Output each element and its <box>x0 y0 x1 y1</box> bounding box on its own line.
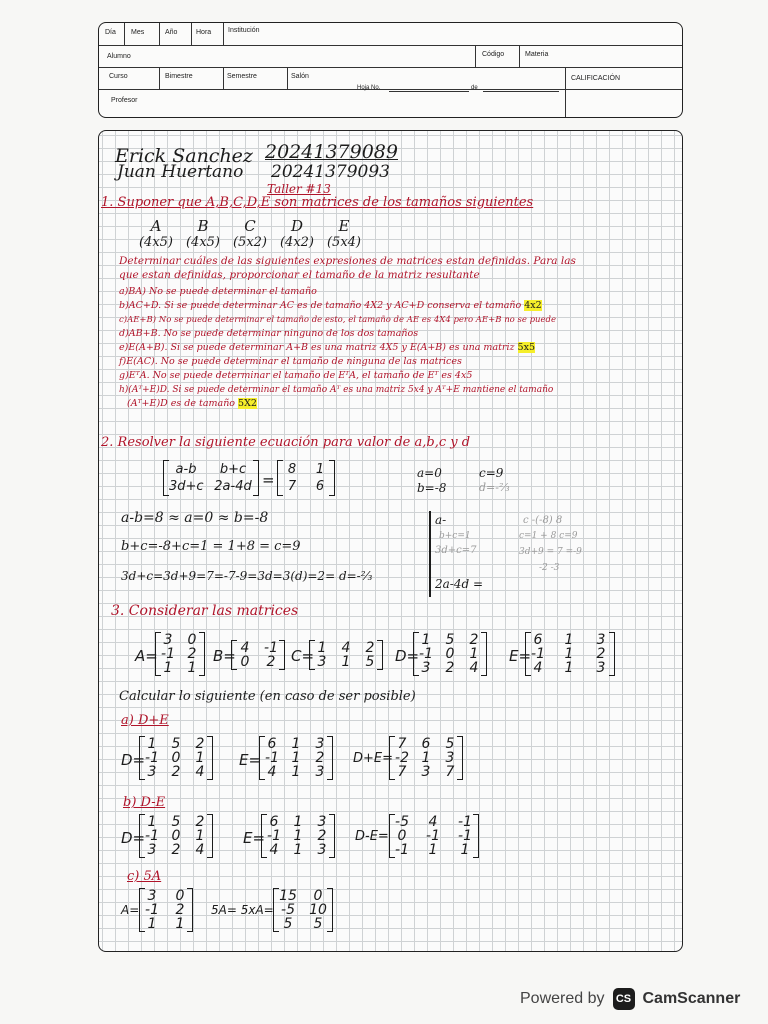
answer-b <box>119 299 679 313</box>
cell: 3 <box>147 764 157 780</box>
cell: -1 <box>458 828 472 844</box>
p3-title: 3. Considerar las matrices <box>111 603 299 619</box>
cell: 2 <box>175 902 185 918</box>
cell: 1 <box>293 814 303 830</box>
answer-text: g)EᵀA. No se puede determinar el tamaño de EᵀA, el tamaño de Eᵀ es 4x5 <box>119 370 473 381</box>
answer-h-cont <box>119 397 679 411</box>
side-faint-4: -2 -3 <box>539 563 560 573</box>
part-b-D-matrix <box>139 815 213 857</box>
p2-rhs-matrix <box>277 461 335 495</box>
student-name-2: Juan Huertano <box>117 162 244 182</box>
cell: 2 <box>469 632 479 648</box>
cell: -1 <box>267 828 281 844</box>
cell: 1 <box>564 660 574 676</box>
cell: 2a-4d <box>214 479 252 494</box>
cell: 2 <box>195 736 205 752</box>
matrix-D <box>413 633 487 675</box>
cell: 1 <box>291 764 301 780</box>
cell: 1 <box>315 462 325 477</box>
cell: -1 <box>145 902 159 918</box>
cell: 5 <box>283 916 293 932</box>
part-b-label: b) D-E <box>123 795 166 810</box>
matrix-C <box>309 641 383 669</box>
cell: 7 <box>397 736 407 752</box>
side-4: 2a-4d = <box>435 577 484 591</box>
p2-lhs-matrix <box>163 461 259 495</box>
cell: -5 <box>395 814 409 830</box>
cell: 5 <box>313 916 323 932</box>
cell: 3 <box>445 750 455 766</box>
cell: 1 <box>163 660 173 676</box>
cell: 5 <box>171 814 181 830</box>
cell: 2 <box>365 640 375 656</box>
cell: 1 <box>469 646 479 662</box>
matrix-B-label: B= <box>213 647 236 665</box>
answer-g <box>119 369 679 383</box>
part-c-result-matrix <box>273 889 333 931</box>
part-a-E-label: E= <box>239 751 262 769</box>
camscanner-watermark <box>520 984 740 1014</box>
matrix-A <box>155 633 205 675</box>
p2-step-1: a-b=8 ≈ a=0 ≈ b=-8 <box>121 510 269 526</box>
cell: 1 <box>341 654 351 670</box>
cell: 4 <box>195 764 205 780</box>
cell: 0 <box>397 828 407 844</box>
p1-answers <box>119 285 679 411</box>
result-a: a=0 <box>417 466 442 480</box>
camscanner-brand: CamScanner <box>642 990 741 1007</box>
cell: 2 <box>317 828 327 844</box>
p2-step-2: b+c=-8+c=1 = 1+8 = c=9 <box>121 539 301 554</box>
cell: 4 <box>469 660 479 676</box>
part-b-result-label: D-E= <box>355 829 389 844</box>
cell: 3 <box>315 736 325 752</box>
answer-c <box>119 313 679 327</box>
cell: 1 <box>147 814 157 830</box>
cell: 3 <box>596 632 606 648</box>
cell: 2 <box>171 764 181 780</box>
answer-highlight: 5X2 <box>238 398 257 409</box>
cell: 6 <box>269 814 279 830</box>
p1-title: 1. Suponer que A,B,C,D,E son matrices de los tamaños siguientes <box>101 195 534 210</box>
part-b-E-label: E= <box>243 829 266 847</box>
answer-a <box>119 285 679 299</box>
cell: 7 <box>445 764 455 780</box>
result-d: d=-⅔ <box>479 481 510 494</box>
matrix-B <box>231 641 285 669</box>
cell: 3 <box>421 660 431 676</box>
part-b-E-matrix <box>261 815 335 857</box>
label-dia: Día <box>105 29 116 36</box>
answer-d <box>119 327 679 341</box>
label-profesor: Profesor <box>111 97 138 104</box>
size-value: (4x2) <box>279 235 315 250</box>
side-faint-3: 3d+9 = 7 =-9 <box>519 547 582 557</box>
cell: 0 <box>313 888 323 904</box>
label-hoja: Hoja No. <box>357 85 381 91</box>
cell: 0 <box>187 632 197 648</box>
cell: 2 <box>445 660 455 676</box>
p2-title: 2. Resolver la siguiente ecuación para valor de a,b,c y d <box>101 435 471 450</box>
cell: 1 <box>147 916 157 932</box>
label-semestre: Semestre <box>227 73 257 80</box>
part-a-E-matrix <box>259 737 333 779</box>
answer-e <box>119 341 679 355</box>
size-value: (4x5) <box>185 235 221 250</box>
cell: 2 <box>171 842 181 858</box>
label-hora: Hora <box>196 29 212 36</box>
cell: 10 <box>309 902 327 918</box>
cell: 2 <box>195 814 205 830</box>
answer-text: (Aᵀ+E)D es de tamaño <box>127 398 239 409</box>
cell: 1 <box>421 632 431 648</box>
cell: 1 <box>564 646 574 662</box>
taller-title: Taller #13 <box>267 182 331 196</box>
student-name-1: Erick Sanchez <box>115 145 253 167</box>
cell: 0 <box>175 888 185 904</box>
cell: 4 <box>341 640 351 656</box>
header-form <box>98 22 683 118</box>
calc-title: Calcular lo siguiente (en caso de ser posible) <box>119 689 416 704</box>
cell: 2 <box>187 646 197 662</box>
cell: 3 <box>317 814 327 830</box>
label-alumno: Alumno <box>107 53 131 60</box>
cell: 3 <box>317 654 327 670</box>
size-letter: B <box>197 217 209 235</box>
cell: 1 <box>564 632 574 648</box>
matrix-A-label: A= <box>135 647 158 665</box>
cell: 3d+c <box>169 479 204 494</box>
notebook-page <box>98 130 683 952</box>
cell: 3 <box>596 660 606 676</box>
cell: 1 <box>175 916 185 932</box>
p1-prompt-2: que estan definidas, proporcionar el tamaño de la matriz resultante <box>119 269 480 281</box>
label-codigo: Código <box>482 51 505 58</box>
result-b: b=-8 <box>417 481 447 495</box>
answer-h <box>119 383 679 397</box>
answer-text: d)AB+B. No se puede determinar ninguno de los dos tamaños <box>119 328 419 339</box>
answer-text: c)AE+B) No se puede determinar el tamaño de esto, el tamaño de AE es 4X4 pero AE+B no se puede <box>119 315 557 325</box>
size-letter: E <box>338 217 350 235</box>
cell: 6 <box>315 479 325 494</box>
cell: 3 <box>317 842 327 858</box>
answer-f <box>119 355 679 369</box>
label-curso: Curso <box>109 73 128 80</box>
cell: -1 <box>419 646 433 662</box>
part-a-D-label: D= <box>121 751 146 769</box>
cell: 5 <box>365 654 375 670</box>
label-bimestre: Bimestre <box>165 73 193 80</box>
side-faint-1: c -(-8) 8 <box>523 515 563 526</box>
cell: -1 <box>531 646 545 662</box>
answer-text: b)AC+D. Si se puede determinar AC es de tamaño 4X2 y AC+D conserva el tamaño <box>119 300 525 311</box>
matrix-D-label: D= <box>395 647 420 665</box>
cell: 5 <box>445 736 455 752</box>
cell: b+c <box>219 462 247 477</box>
part-c-A-label: A= <box>121 903 140 917</box>
cell: 6 <box>267 736 277 752</box>
cell: -5 <box>281 902 295 918</box>
size-b <box>186 217 220 250</box>
answer-text: h)(Aᵀ+E)D. Si se puede determinar el tamaño Aᵀ es una matriz 5x4 y Aᵀ+E mantiene el tamaño <box>119 385 554 395</box>
cell: 0 <box>171 828 181 844</box>
cell: 2 <box>266 654 276 670</box>
size-letter: D <box>290 217 304 235</box>
cell: 0 <box>240 654 250 670</box>
answer-text: e)E(A+B). Si se puede determinar A+B es una matriz 4X5 y E(A+B) es una matriz <box>119 342 518 353</box>
result-c: c=9 <box>479 466 504 480</box>
answer-highlight: 4x2 <box>524 300 542 311</box>
cell: 1 <box>460 842 470 858</box>
cell: -1 <box>264 640 278 656</box>
cell: -2 <box>395 750 409 766</box>
cell: -1 <box>161 646 175 662</box>
cell: 3 <box>421 764 431 780</box>
cell: 5 <box>171 736 181 752</box>
size-letter: A <box>150 217 162 235</box>
cell: 1 <box>291 750 301 766</box>
cell: 1 <box>317 640 327 656</box>
cell: 0 <box>171 750 181 766</box>
cell: 1 <box>195 828 205 844</box>
cell: 1 <box>293 828 303 844</box>
matrix-E <box>525 633 615 675</box>
p2-divider <box>429 511 431 597</box>
size-value: (4x5) <box>138 235 174 250</box>
part-b-D-label: D= <box>121 829 146 847</box>
part-b-result-matrix <box>389 815 479 857</box>
cell: 8 <box>287 462 297 477</box>
part-a-result-label: D+E= <box>353 751 394 766</box>
cell: 15 <box>279 888 297 904</box>
cell: 4 <box>269 842 279 858</box>
size-c <box>233 217 267 250</box>
label-institucion: Institución <box>228 27 260 34</box>
cell: 1 <box>147 736 157 752</box>
label-calificacion: CALIFICACIÓN <box>571 75 621 82</box>
cell: -1 <box>265 750 279 766</box>
size-d <box>280 217 314 250</box>
matrix-C-label: C= <box>291 647 315 665</box>
cell: 3 <box>147 842 157 858</box>
cell: 3 <box>315 764 325 780</box>
cell: a-b <box>175 462 197 477</box>
cell: 4 <box>195 842 205 858</box>
p1-prompt-1: Determinar cuáles de las siguientes expresiones de matrices estan definidas. Para las <box>119 255 576 267</box>
answer-text: f)E(AC). No se puede determinar el tamaño de ninguna de las matrices <box>119 356 462 367</box>
cell: 4 <box>533 660 543 676</box>
label-de: de <box>471 85 478 91</box>
side-1: a- <box>435 513 447 527</box>
cell: 4 <box>267 764 277 780</box>
cell: -1 <box>395 842 409 858</box>
cell: 5 <box>445 632 455 648</box>
p2-equals: = <box>262 471 275 489</box>
cell: 1 <box>428 842 438 858</box>
cell: -1 <box>426 828 440 844</box>
student-code-1: 20241379089 <box>265 141 398 163</box>
size-value: (5x4) <box>326 235 362 250</box>
cell: -1 <box>458 814 472 830</box>
cell: 6 <box>421 736 431 752</box>
cell: 3 <box>163 632 173 648</box>
label-materia: Materia <box>525 51 549 58</box>
p2-step-3: 3d+c=3d+9=7=-7-9=3d=3(d)=2= d=-⅔ <box>121 569 373 583</box>
part-a-result-matrix <box>389 737 463 779</box>
answer-highlight: 5x5 <box>517 342 535 353</box>
size-value: (5x2) <box>232 235 268 250</box>
cell: 2 <box>596 646 606 662</box>
part-c-result-label: 5A= 5xA= <box>211 903 274 917</box>
cell: 1 <box>421 750 431 766</box>
size-a <box>139 217 173 250</box>
cell: -1 <box>145 750 159 766</box>
side-3: 3d+c=7 <box>435 545 477 556</box>
side-2: b+c=1 <box>439 531 471 541</box>
part-a-label: a) D+E <box>121 713 169 728</box>
cell: 7 <box>287 479 297 494</box>
part-c-A-matrix <box>139 889 193 931</box>
answer-text: a)BA) No se puede determinar el tamaño <box>119 286 317 297</box>
cell: 6 <box>533 632 543 648</box>
cell: 4 <box>428 814 438 830</box>
cell: 3 <box>147 888 157 904</box>
label-salon: Salón <box>291 73 309 80</box>
student-code-2: 20241379093 <box>271 162 390 182</box>
cell: 1 <box>293 842 303 858</box>
cell: -1 <box>145 828 159 844</box>
p1-sizes <box>139 217 361 250</box>
size-e <box>327 217 361 250</box>
cell: 1 <box>195 750 205 766</box>
part-a-D-matrix <box>139 737 213 779</box>
matrix-E-label: E= <box>509 647 532 665</box>
cell: 1 <box>187 660 197 676</box>
cell: 7 <box>397 764 407 780</box>
label-ano: Año <box>165 29 178 36</box>
cell: 2 <box>315 750 325 766</box>
cell: 1 <box>291 736 301 752</box>
camscanner-logo-icon: CS <box>613 988 635 1010</box>
part-c-label: c) 5A <box>127 869 162 884</box>
size-letter: C <box>244 217 256 235</box>
label-mes: Mes <box>131 29 145 36</box>
cell: 0 <box>445 646 455 662</box>
side-faint-2: c=1 + 8 c=9 <box>519 531 578 541</box>
powered-by-text: Powered by <box>520 990 605 1007</box>
cell: 4 <box>240 640 250 656</box>
